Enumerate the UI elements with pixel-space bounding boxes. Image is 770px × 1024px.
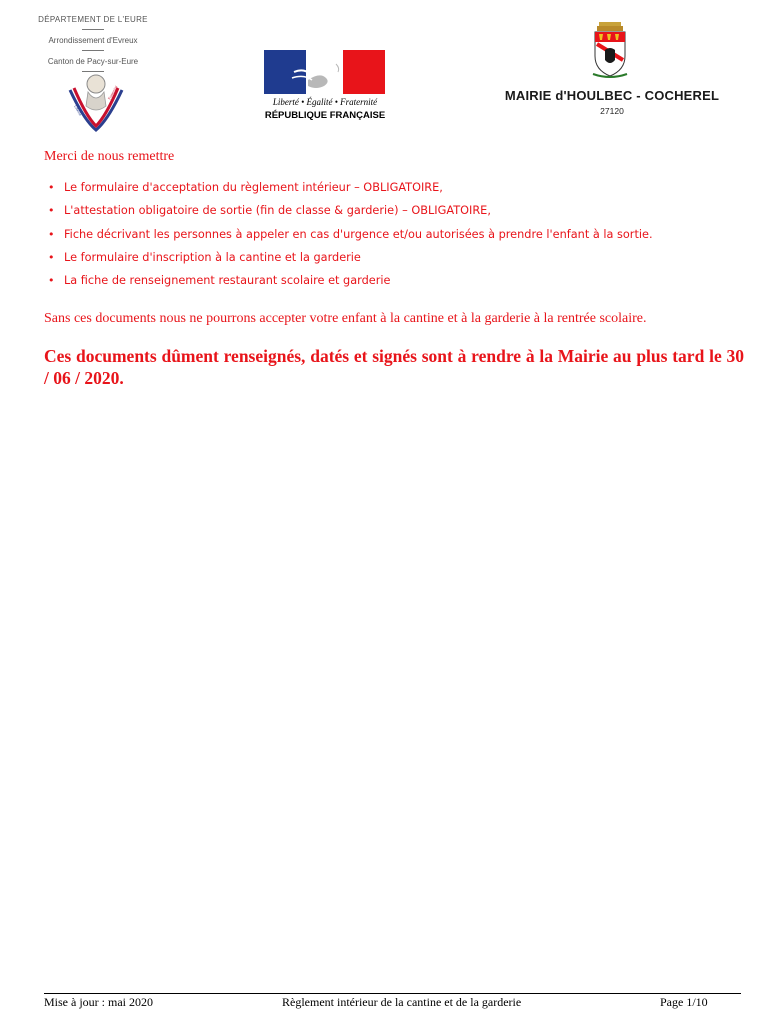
svg-text:Liberté: Liberté — [73, 104, 84, 117]
list-item-text: La fiche de renseignement restaurant scolaire et garderie — [64, 274, 391, 288]
postal-code: 27120 — [600, 106, 624, 116]
arrondissement-label: Arrondissement d'Evreux — [48, 36, 138, 45]
bullet-icon: • — [48, 181, 55, 194]
divider — [82, 50, 104, 51]
list-item — [44, 227, 653, 250]
footer-page-number: Page 1/10 — [660, 995, 708, 1009]
republique-motto: Liberté • Égalité • Fraternité — [272, 97, 378, 107]
svg-text:Fraternité: Fraternité — [106, 84, 119, 101]
republique-name: RÉPUBLIQUE FRANÇAISE — [264, 110, 386, 121]
footer-document-title: Règlement intérieur de la cantine et de la garderie — [282, 995, 522, 1009]
department-title: DÉPARTEMENT DE L'EURE — [38, 15, 148, 24]
list-item-text: L'attestation obligatoire de sortie (fin de classe & garderie) – OBLIGATOIRE, — [64, 204, 491, 218]
bullet-icon: • — [48, 250, 55, 264]
list-item-text: Le formulaire d'acceptation du règlement intérieur – OBLIGATOIRE, — [64, 181, 443, 194]
divider — [82, 29, 104, 30]
footer-divider — [44, 993, 741, 994]
bullet-icon: • — [48, 274, 55, 288]
department-header — [28, 14, 158, 77]
list-item-text: Le formulaire d'inscription à la cantine et la garderie — [64, 250, 361, 264]
coat-of-arms-icon — [589, 20, 631, 80]
list-item — [44, 250, 653, 273]
intro-text: Merci de nous remettre — [44, 149, 175, 164]
bullet-icon: • — [48, 204, 55, 218]
list-item — [44, 203, 653, 226]
warning-text: Sans ces documents nous ne pourrons accepter votre enfant à la cantine et à la garderie à la rentrée scolaire. — [44, 311, 647, 326]
marianne-emblem-icon — [64, 70, 128, 132]
list-item — [44, 273, 653, 296]
footer-updated: Mise à jour : mai 2020 — [44, 995, 153, 1009]
required-documents-list — [44, 180, 653, 296]
list-item — [44, 180, 653, 203]
marianne-flag-icon — [264, 50, 385, 94]
republique-francaise-logo — [262, 50, 388, 126]
mairie-name: MAIRIE d'HOULBEC - COCHEREL — [504, 88, 720, 103]
canton-label: Canton de Pacy-sur-Eure — [47, 57, 139, 66]
list-item-text: Fiche décrivant les personnes à appeler en cas d'urgence et/ou autorisées à prendre l'enfant à la sortie. — [64, 227, 653, 241]
deadline-notice: Ces documents dûment renseignés, datés et signés sont à rendre à la Mairie au plus tard le 30 / 06 / 2020. — [44, 346, 744, 388]
bullet-icon: • — [48, 227, 55, 241]
